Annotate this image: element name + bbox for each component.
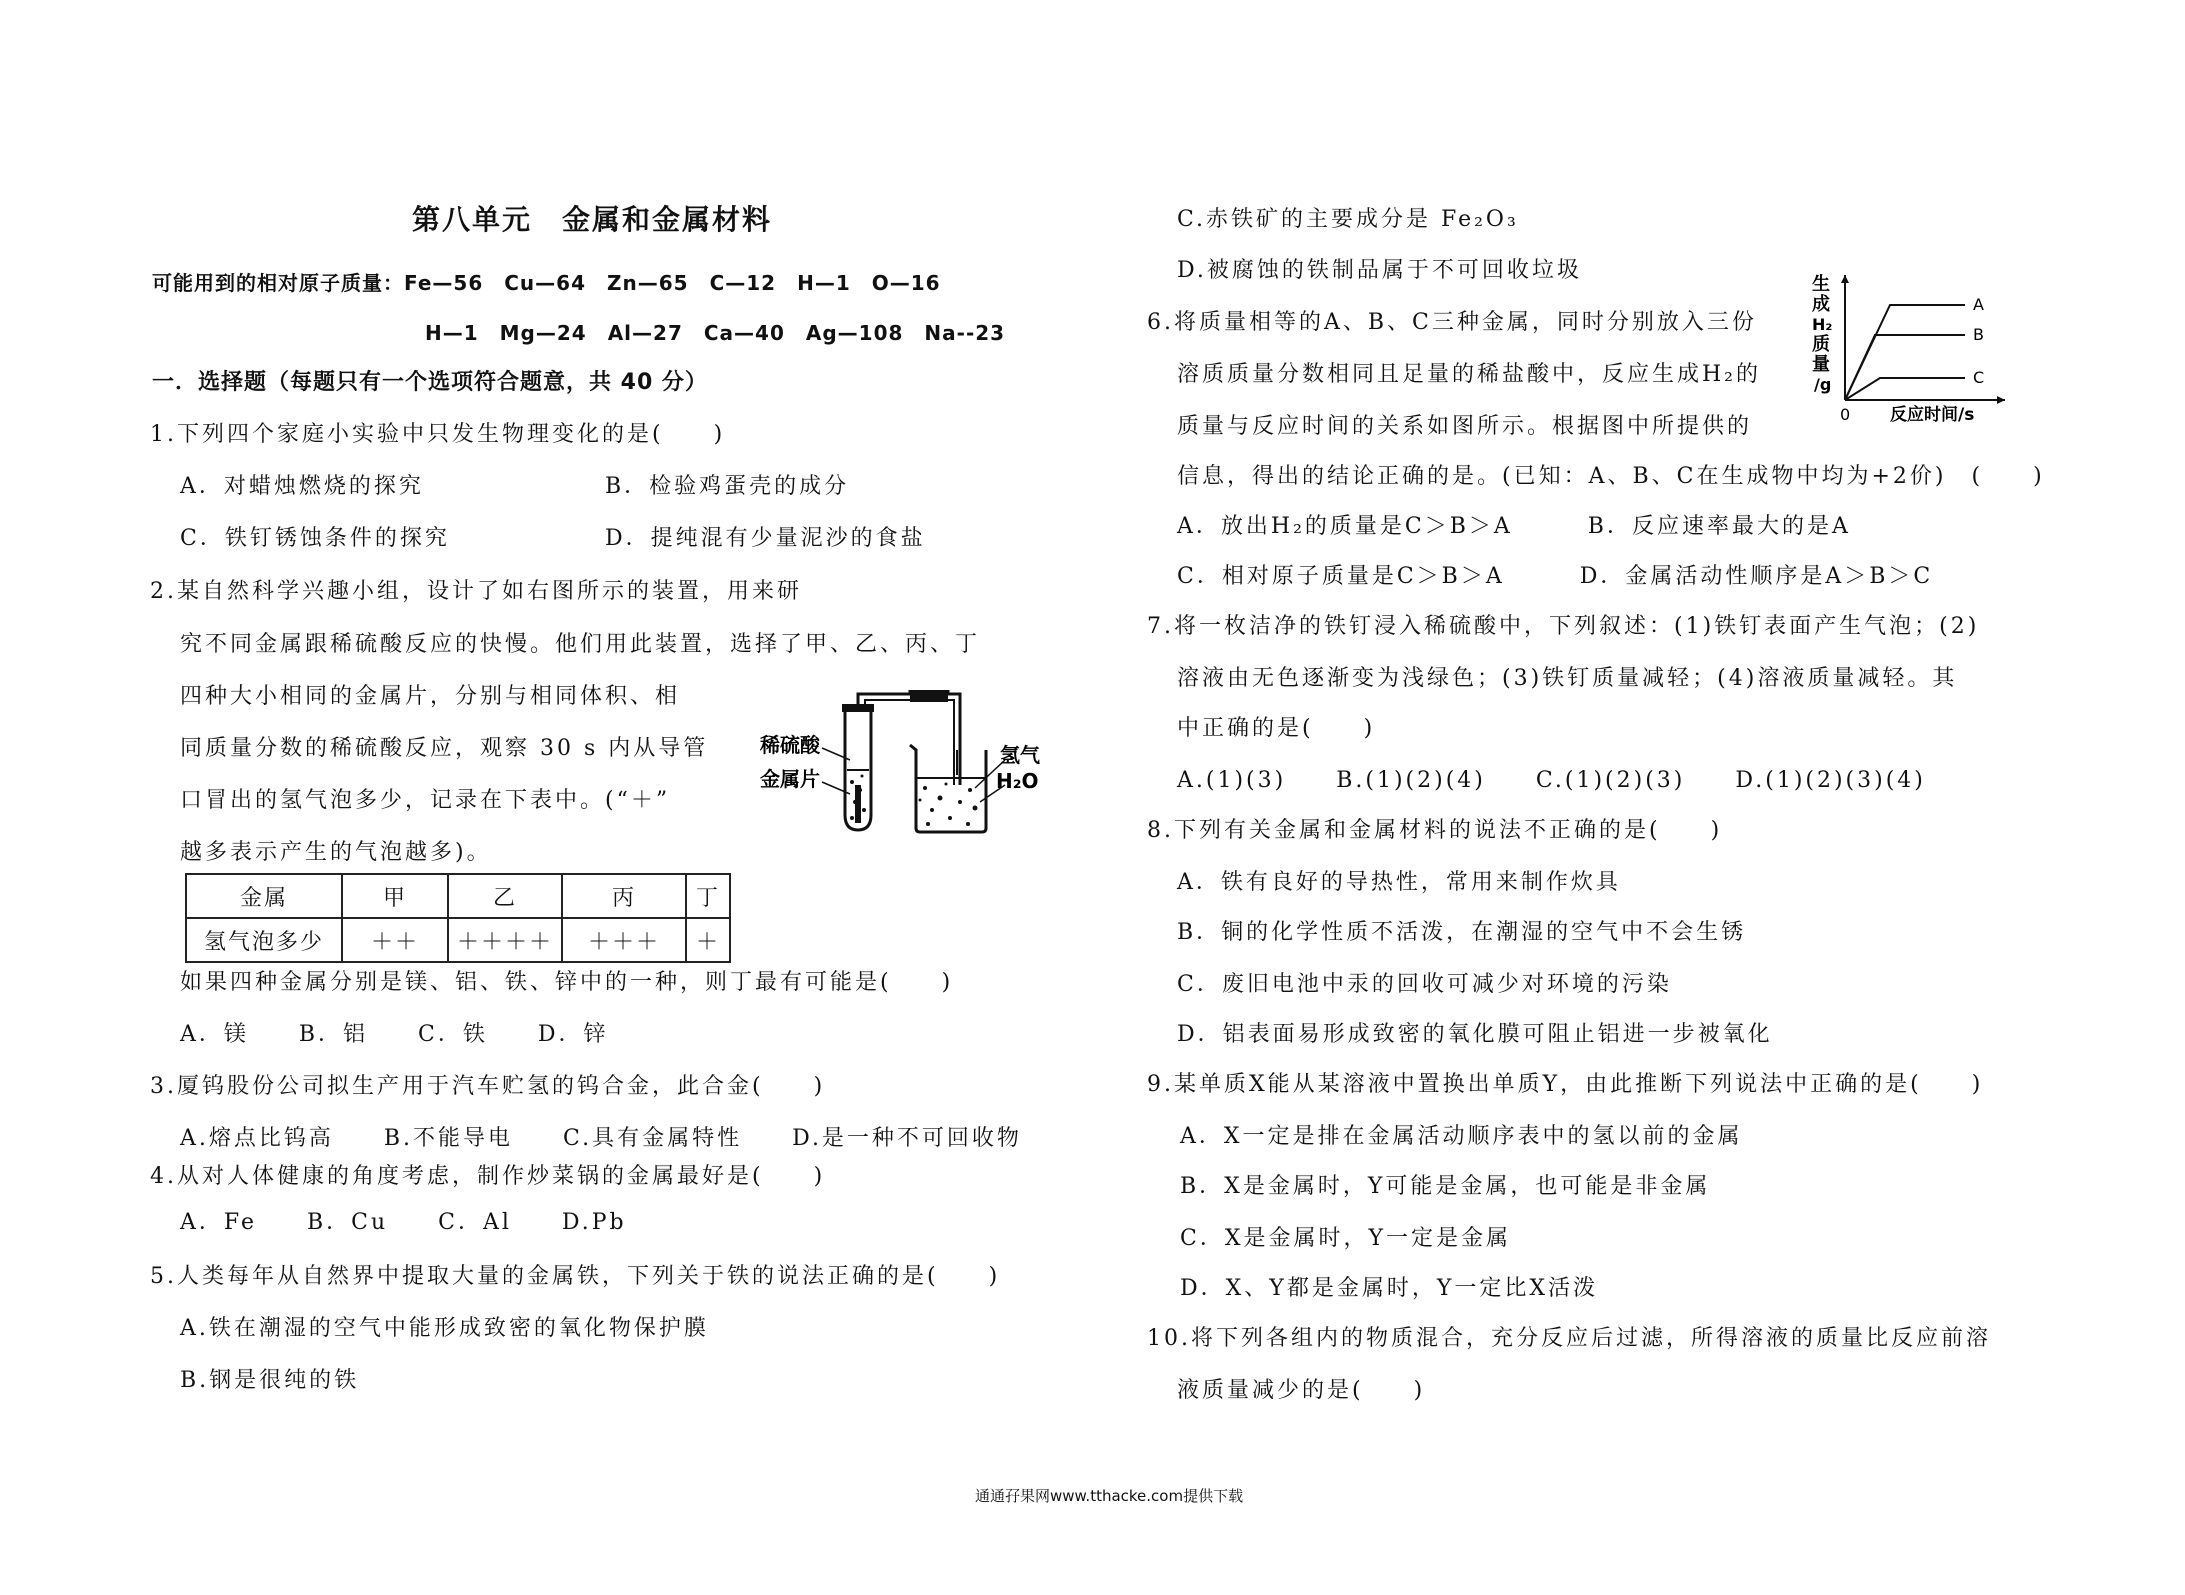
table-cell: ＋ <box>686 918 730 962</box>
q1-option-a: A．对蜡烛燃烧的探究 <box>180 474 424 499</box>
table-cell: 氢气泡多少 <box>186 918 342 962</box>
bubble-table <box>185 873 731 963</box>
q9-stem: 9.某单质X能从某溶液中置换出单质Y，由此推断下列说法中正确的是( ) <box>1147 1072 1984 1097</box>
q2-options: A．镁 B．铝 C．铁 D．锌 <box>180 1022 609 1047</box>
q2-line-6: 越多表示产生的气泡越多)。 <box>180 840 492 865</box>
q6-line-3: 质量与反应时间的关系如图所示。根据图中所提供的 <box>1177 414 1753 439</box>
q2-line-4: 同质量分数的稀硫酸反应，观察 30 s 内从导管 <box>180 736 709 761</box>
q9-option-c: C．X是金属时，Y一定是金属 <box>1180 1226 1512 1251</box>
atomic-masses-line-2: H—1 Mg—24 Al—27 Ca—40 Ag—108 Na--23 <box>425 321 1006 345</box>
graph-ylabel-1: 生 <box>1812 274 1830 295</box>
q2-line-3: 四种大小相同的金属片，分别与相同体积、相 <box>180 684 681 709</box>
label-dilute-sulfuric-acid: 稀硫酸 <box>760 733 820 757</box>
series-label-b: B <box>1973 325 1984 344</box>
q6-options-ab: A．放出H₂的质量是C＞B＞A B．反应速率最大的是A <box>1177 514 1851 539</box>
q8-stem: 8.下列有关金属和金属材料的说法不正确的是( ) <box>1147 818 1723 843</box>
table-row <box>186 918 730 962</box>
q1-option-b: B．检验鸡蛋壳的成分 <box>605 474 850 499</box>
q9-option-a: A．X一定是排在金属活动顺序表中的氢以前的金属 <box>1180 1124 1743 1149</box>
q5-option-d: D.被腐蚀的铁制品属于不可回收垃圾 <box>1177 258 1582 283</box>
label-water: H₂O <box>996 769 1039 793</box>
table-cell: ＋＋＋＋ <box>448 918 562 962</box>
q7-options: A.(1)(3) B.(1)(2)(4) C.(1)(2)(3) D.(1)(2)(3)(4) <box>1177 768 1926 793</box>
table-header-row <box>186 874 730 918</box>
series-label-a: A <box>1973 295 1984 314</box>
series-label-c: C <box>1973 368 1985 387</box>
q7-line-2: 溶液由无色逐渐变为浅绿色；(3)铁钉质量减轻；(4)溶液质量减轻。其 <box>1177 666 1958 691</box>
graph-ylabel-4: 质 <box>1812 334 1830 355</box>
graph-xlabel: 反应时间/s <box>1890 405 1975 425</box>
q1-stem: 1.下列四个家庭小实验中只发生物理变化的是( ) <box>150 422 726 447</box>
q2-line-1: 2.某自然科学兴趣小组，设计了如右图所示的装置，用来研 <box>150 579 802 604</box>
graph-ylabel-2: 成 <box>1812 294 1830 315</box>
q1-option-d: D．提纯混有少量泥沙的食盐 <box>605 526 926 551</box>
graph-ylabel-5: 量 <box>1812 354 1830 375</box>
page-footer: 通通孖果网www.tthacke.com提供下载 <box>975 1487 1244 1505</box>
q9-option-b: B．X是金属时，Y可能是金属，也可能是非金属 <box>1180 1174 1711 1199</box>
apparatus-figure <box>760 690 1060 840</box>
q4-options: A．Fe B．Cu C．Al D.Pb <box>180 1210 627 1235</box>
q6-line-2: 溶质质量分数相同且足量的稀盐酸中，反应生成H₂的 <box>1177 362 1762 387</box>
q9-option-d: D．X、Y都是金属时，Y一定比X活泼 <box>1180 1276 1599 1301</box>
table-header-cell: 丁 <box>686 874 730 918</box>
label-hydrogen: 氢气 <box>1000 743 1040 767</box>
page-title: 第八单元 金属和金属材料 <box>412 203 773 236</box>
graph-ylabel-3: H₂ <box>1812 315 1833 334</box>
q2-line-5: 口冒出的氢气泡多少，记录在下表中。(“＋” <box>180 788 671 813</box>
graph-origin: 0 <box>1840 405 1851 424</box>
q10-line-1: 10.将下列各组内的物质混合，充分反应后过滤，所得溶液的质量比反应前溶 <box>1147 1326 1991 1351</box>
q6-line-4: 信息，得出的结论正确的是。(已知：A、B、C在生成物中均为+2价) ( ) <box>1177 464 2045 489</box>
q2-line-2: 究不同金属跟稀硫酸反应的快慢。他们用此装置，选择了甲、乙、丙、丁 <box>180 632 981 657</box>
table-cell: ＋＋＋ <box>562 918 686 962</box>
q8-option-c: C．废旧电池中汞的回收可减少对环境的污染 <box>1177 972 1672 997</box>
q8-option-b: B．铜的化学性质不活泼，在潮湿的空气中不会生锈 <box>1177 920 1747 945</box>
hydrogen-mass-graph <box>1810 270 2010 430</box>
q8-option-d: D．铝表面易形成致密的氧化膜可阻止铝进一步被氧化 <box>1177 1022 1773 1047</box>
table-header-cell: 乙 <box>448 874 562 918</box>
q3-stem: 3.厦钨股份公司拟生产用于汽车贮氢的钨合金，此合金( ) <box>150 1074 826 1099</box>
graph-ylabel-6: /g <box>1814 375 1832 394</box>
q5-option-b: B.钢是很纯的铁 <box>180 1368 360 1393</box>
atomic-masses-line-1: 可能用到的相对原子质量：Fe—56 Cu—64 Zn—65 C—12 H—1 O—16 <box>152 271 941 295</box>
table-header-cell: 甲 <box>342 874 448 918</box>
q5-option-a: A.铁在潮湿的空气中能形成致密的氧化物保护膜 <box>180 1316 709 1341</box>
label-metal-sheet: 金属片 <box>760 767 820 791</box>
q5-option-c: C.赤铁矿的主要成分是 Fe₂O₃ <box>1177 207 1519 232</box>
curve-b <box>1845 335 1965 400</box>
curve-a <box>1845 305 1965 400</box>
q3-options: A.熔点比钨高 B.不能导电 C.具有金属特性 D.是一种不可回收物 <box>180 1126 1022 1151</box>
q7-line-1: 7.将一枚洁净的铁钉浸入稀硫酸中，下列叙述：(1)铁钉表面产生气泡；(2) <box>1147 614 1980 639</box>
section-heading: 一．选择题（每题只有一个选项符合题意，共 40 分） <box>152 370 708 395</box>
q4-stem: 4.从对人体健康的角度考虑，制作炒菜锅的金属最好是( ) <box>150 1164 826 1189</box>
q8-option-a: A．铁有良好的导热性，常用来制作炊具 <box>1177 870 1621 895</box>
q10-line-2: 液质量减少的是( ) <box>1177 1378 1426 1403</box>
q6-options-cd: C．相对原子质量是C＞B＞A D．金属活动性顺序是A＞B＞C <box>1177 564 1934 589</box>
q6-line-1: 6.将质量相等的A、B、C三种金属，同时分别放入三份 <box>1147 310 1757 335</box>
table-cell: ＋＋ <box>342 918 448 962</box>
q5-stem: 5.人类每年从自然界中提取大量的金属铁，下列关于铁的说法正确的是( ) <box>150 1264 1001 1289</box>
curve-c <box>1845 378 1965 400</box>
q2-follow-up: 如果四种金属分别是镁、铝、铁、锌中的一种，则丁最有可能是( ) <box>180 970 954 995</box>
q7-line-3: 中正确的是( ) <box>1177 716 1376 741</box>
table-header-cell: 金属 <box>186 874 342 918</box>
table-header-cell: 丙 <box>562 874 686 918</box>
q1-option-c: C．铁钉锈蚀条件的探究 <box>180 526 450 551</box>
